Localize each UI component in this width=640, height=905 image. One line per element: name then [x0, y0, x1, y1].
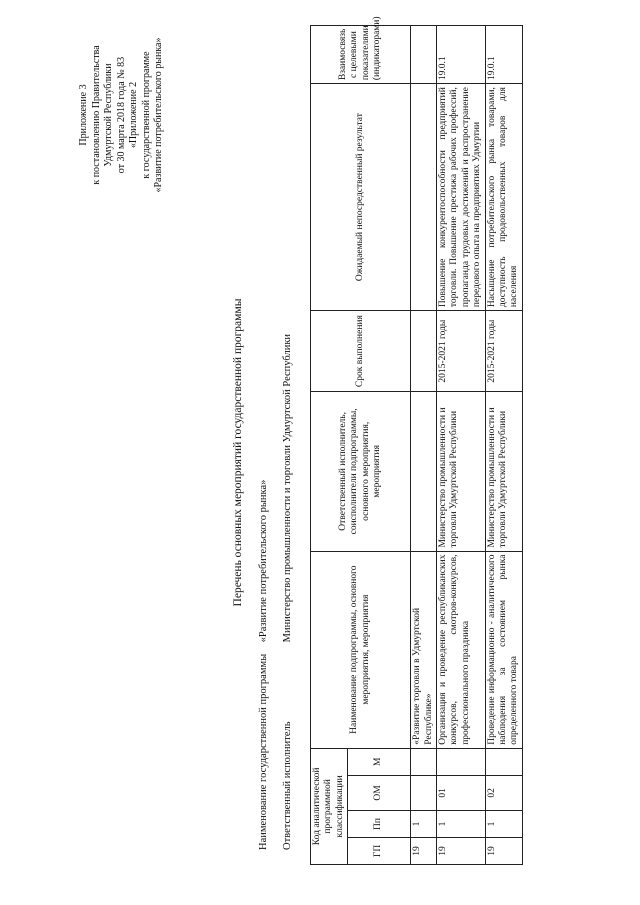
om-cell: 01 — [436, 775, 485, 810]
gp-cell: 19 — [485, 837, 522, 864]
m-cell — [411, 748, 437, 775]
link-cell: 19.0.1 — [485, 26, 522, 84]
pp-cell: 1 — [436, 810, 485, 837]
result-cell: Повышение конкурентоспособности предприятий торговли. Повышение престижа рабочих профессий, пропаганда трудовых достижений и распространение передового опыта на предприятиях Удмуртии — [436, 84, 485, 311]
measures-table — [310, 16, 523, 865]
table-row — [436, 26, 485, 865]
name-cell: Проведение информационно - аналитического наблюдения за состоянием рынка определенного товара — [485, 551, 522, 748]
name-header: Наименование подпрограммы, основного мероприятия, мероприятия — [311, 551, 411, 748]
gp-header: ГП — [348, 837, 411, 864]
table-row — [485, 26, 522, 865]
pp-cell: 1 — [485, 810, 522, 837]
link-cell — [411, 26, 437, 84]
executor-cell — [411, 392, 437, 551]
om-cell — [411, 775, 437, 810]
executor-header: Ответственный исполнитель, соисполнители подпрограммы, основного мероприятия, мероприятия — [311, 392, 411, 551]
name-cell: Организация и проведение республиканских конкурсов, смотров-конкурсов, профессионального праздника — [436, 551, 485, 748]
term-cell — [411, 311, 437, 392]
om-cell: 02 — [485, 775, 522, 810]
program-row — [258, 480, 271, 850]
executor-row — [282, 334, 295, 850]
link-cell: 19.0.1 — [436, 26, 485, 84]
table-row — [411, 26, 437, 865]
appendix-block — [78, 15, 166, 215]
program-value: «Развитие потребительского рынка» — [258, 479, 269, 643]
document-title: Перечень основных мероприятий государственной программы — [232, 298, 244, 607]
result-cell — [411, 84, 437, 311]
appendix-line: к постановлению Правительства — [90, 45, 102, 185]
term-cell: 2015-2021 годы — [436, 311, 485, 392]
code-group-header: Код аналитической программной классификации — [311, 748, 348, 864]
result-header: Ожидаемый непосредственный результат — [311, 84, 411, 311]
term-cell: 2015-2021 годы — [485, 311, 522, 392]
executor-label: Ответственный исполнитель — [282, 721, 293, 850]
m-cell — [485, 748, 522, 775]
header-row — [311, 26, 348, 865]
appendix-line: от 30 марта 2018 года № 83 — [115, 56, 127, 174]
appendix-line: Удмуртской Республики — [103, 63, 114, 167]
om-header: ОМ — [348, 775, 411, 810]
executor-cell: Министерство промышленности и торговли Удмуртской Республики — [485, 392, 522, 551]
link-header: Взаимосвязь с целевыми показателями (индикаторами) — [311, 26, 411, 84]
executor-cell: Министерство промышленности и торговли Удмуртской Республики — [436, 392, 485, 551]
m-cell — [436, 748, 485, 775]
appendix-line: к государственной программе — [140, 51, 152, 179]
pp-cell: 1 — [411, 810, 437, 837]
appendix-line: «Развитие потребительского рынка» — [153, 37, 164, 193]
executor-value: Министерство промышленности и торговли Удмуртской Республики — [282, 333, 293, 643]
gp-cell: 19 — [411, 837, 437, 864]
appendix-line: «Приложение 2 — [128, 81, 139, 149]
gp-cell: 19 — [436, 837, 485, 864]
name-cell: «Развитие торговли в Удмуртской Республике» — [411, 551, 437, 748]
program-label: Наименование государственной программы — [258, 653, 269, 850]
m-header: М — [348, 748, 411, 775]
pp-header: Пп — [348, 810, 411, 837]
appendix-line: Приложение 3 — [78, 84, 89, 146]
term-header: Срок выполнения — [311, 311, 411, 392]
result-cell: Насыщение потребительского рынка товарами, доступность продовольственных товаров для населения — [485, 84, 522, 311]
